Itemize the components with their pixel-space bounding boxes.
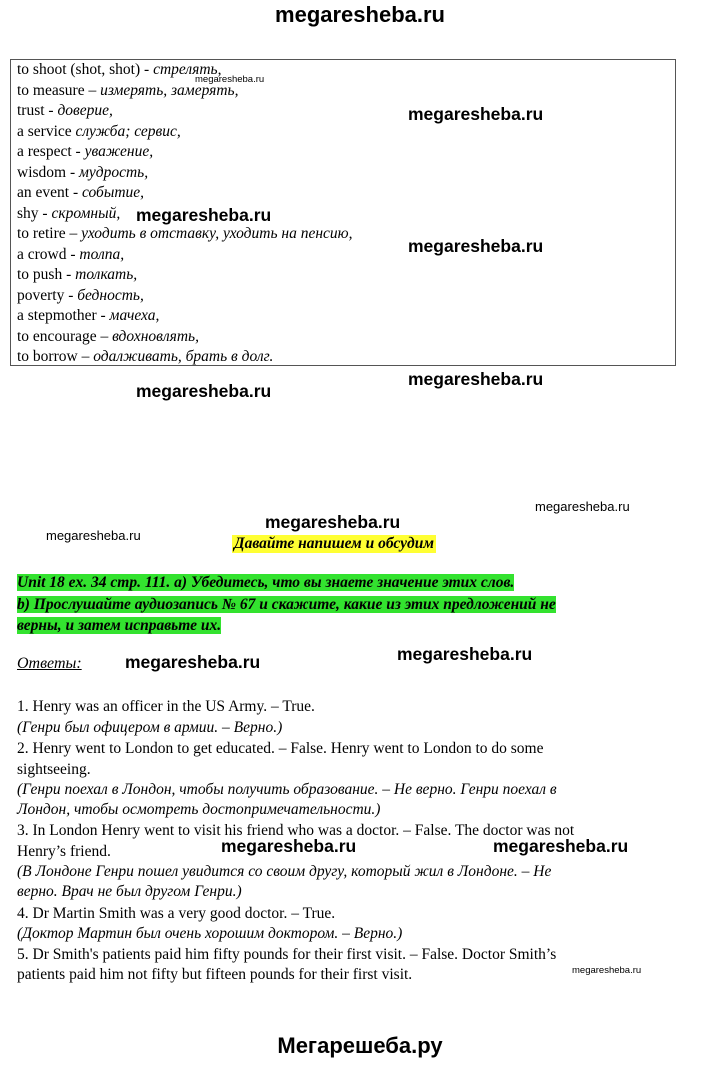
- watermark: megaresheba.ru: [195, 74, 265, 85]
- task-line: верны, и затем исправьте их.: [17, 617, 222, 634]
- answer-translation: (Генри был офицером в армии. – Верно.): [17, 719, 283, 736]
- footer-title: Мегарешеба.ру: [277, 1033, 443, 1058]
- watermark: megaresheba.ru: [136, 381, 272, 401]
- watermark: megaresheba.ru: [493, 836, 629, 856]
- vocabulary-box: [10, 59, 676, 366]
- watermark: megaresheba.ru: [221, 836, 357, 856]
- vocab-item: to push - толкать,: [17, 266, 138, 283]
- vocab-item: a crowd - толпа,: [17, 245, 125, 263]
- vocab-item: to shoot (shot, shot) - стрелять,: [17, 61, 222, 78]
- vocab-item: trust - доверие,: [17, 102, 113, 119]
- vocab-item: a service служба; сервис,: [17, 122, 181, 140]
- watermark: megaresheba.ru: [46, 528, 141, 543]
- vocab-item: wisdom - мудрость,: [17, 163, 149, 181]
- watermark: megaresheba.ru: [136, 205, 272, 225]
- answer-translation: (Доктор Мартин был очень хорошим доктором. – Верно.): [17, 925, 403, 942]
- watermark: megaresheba.ru: [572, 965, 642, 976]
- answer-line: 5. Dr Smith's patients paid him fifty pounds for their first visit. – False. Doctor Smith’s: [17, 946, 557, 963]
- vocab-item: a respect - уважение,: [17, 143, 154, 160]
- answer-line: Henry’s friend.: [17, 843, 111, 860]
- task-line: b) Прослушайте аудиозапись № 67 и скажите, какие из этих предложений не: [17, 596, 556, 613]
- watermark: megaresheba.ru: [408, 369, 544, 389]
- vocab-item: poverty - бедность,: [17, 286, 144, 304]
- answer-line: 4. Dr Martin Smith was a very good doctor. – True.: [17, 905, 336, 922]
- vocab-item: to borrow – одалживать, брать в долг.: [17, 348, 274, 365]
- answer-translation: верно. Врач не был другом Генри.): [17, 883, 242, 900]
- watermark: megaresheba.ru: [125, 652, 261, 672]
- answer-translation: (В Лондоне Генри пошел увидится со своим другу, который жил в Лондоне. – Не: [17, 863, 552, 880]
- vocab-item: to encourage – вдохновлять,: [17, 327, 199, 345]
- answers-label: Ответы:: [17, 655, 82, 672]
- vocab-item: to retire – уходить в отставку, уходить на пенсию,: [17, 225, 353, 242]
- vocab-item: shy - скромный,: [17, 204, 121, 222]
- answer-line: sightseeing.: [17, 761, 91, 778]
- watermark: megaresheba.ru: [408, 104, 544, 124]
- answer-translation: Лондон, чтобы осмотреть достопримечательности.): [17, 801, 381, 818]
- vocab-item: to measure – измерять, замерять,: [17, 81, 239, 99]
- watermark: megaresheba.ru: [265, 512, 401, 532]
- answer-translation: (Генри поехал в Лондон, чтобы получить образование. – Не верно. Генри поехал в: [17, 781, 557, 798]
- task-line: Unit 18 ex. 34 стр. 111. a) Убедитесь, что вы знаете значение этих слов.: [17, 574, 515, 591]
- answer-line: 2. Henry went to London to get educated. – False. Henry went to London to do some: [17, 740, 544, 757]
- answer-line: patients paid him not fifty but fifteen pounds for their first visit.: [17, 966, 413, 983]
- watermark: megaresheba.ru: [397, 644, 533, 664]
- watermark: megaresheba.ru: [408, 236, 544, 256]
- site-title: megaresheba.ru: [275, 2, 445, 27]
- vocab-item: an event - событие,: [17, 184, 145, 201]
- section-heading: Давайте напишем и обсудим: [234, 535, 434, 552]
- watermark: megaresheba.ru: [535, 499, 630, 514]
- answer-line: 3. In London Henry went to visit his friend who was a doctor. – False. The doctor was not: [17, 822, 575, 839]
- answer-line: 1. Henry was an officer in the US Army. – True.: [17, 698, 315, 715]
- vocab-item: a stepmother - мачеха,: [17, 307, 160, 324]
